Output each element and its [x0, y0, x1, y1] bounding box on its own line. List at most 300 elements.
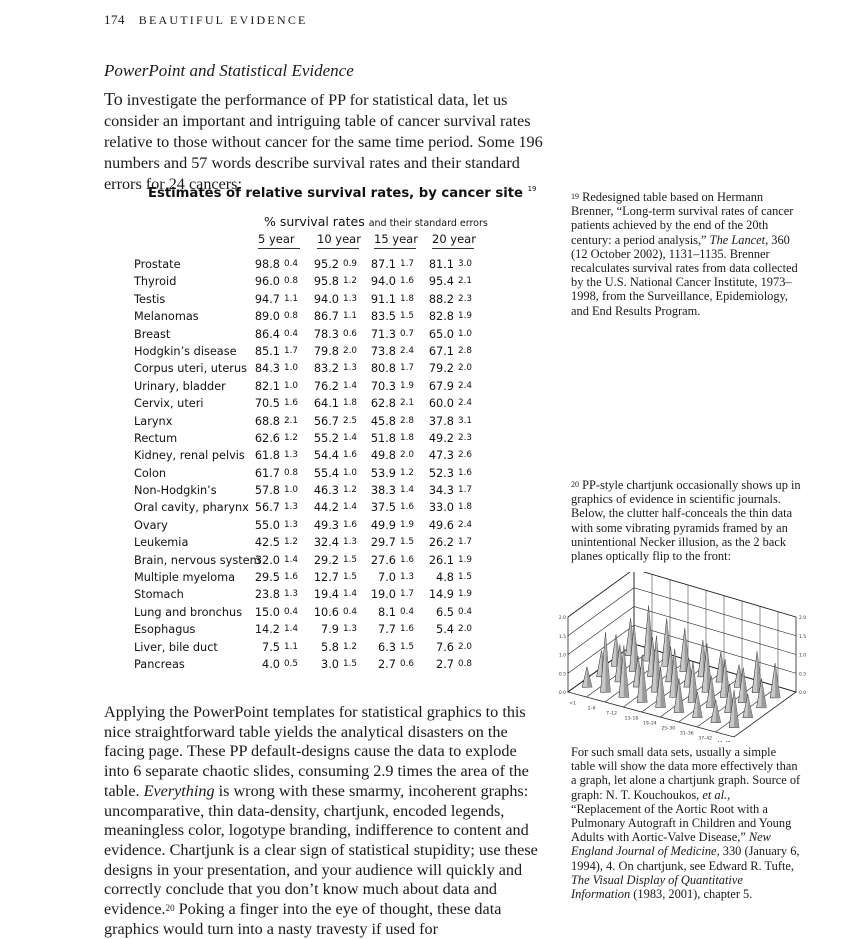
- survival-rate: 12.7: [313, 571, 339, 585]
- standard-error: 1.6: [284, 572, 298, 583]
- cancer-site: Oral cavity, pharynx: [134, 501, 249, 515]
- standard-error: 1.6: [343, 519, 357, 530]
- survival-rate: 62.8: [370, 397, 396, 411]
- standard-error: 2.4: [458, 519, 472, 530]
- cancer-site: Non-Hodgkin’s: [134, 484, 217, 498]
- survival-rate: 82.8: [428, 310, 454, 324]
- back-gridline: [634, 588, 796, 636]
- standard-error: 2.5: [343, 415, 357, 426]
- table-row: [134, 501, 494, 518]
- standard-error: 2.0: [458, 641, 472, 652]
- survival-rate: 62.6: [254, 431, 280, 445]
- survival-rate: 91.1: [370, 292, 396, 306]
- running-title: BEAUTIFUL EVIDENCE: [138, 13, 308, 27]
- table-row: [134, 571, 494, 588]
- survival-rate: 8.1: [378, 605, 396, 619]
- survival-rate: 98.8: [254, 258, 280, 271]
- survival-rate: 5.4: [436, 623, 454, 637]
- table-row: [134, 484, 494, 501]
- y-tick-label-left: 1.0: [558, 653, 566, 659]
- standard-error: 2.0: [343, 345, 357, 356]
- survival-rate: 49.8: [370, 449, 396, 463]
- cancer-site: Testis: [134, 292, 166, 306]
- page-number: 174: [104, 12, 125, 27]
- standard-error: 1.7: [400, 589, 414, 600]
- standard-error: 1.2: [284, 432, 298, 443]
- survival-rate: 88.2: [428, 292, 454, 306]
- standard-error: 3.0: [458, 259, 472, 269]
- cancer-site: Esophagus: [134, 623, 196, 637]
- standard-error: 1.1: [284, 293, 298, 304]
- standard-error: 1.0: [458, 328, 472, 339]
- intro-lead: To: [104, 89, 123, 109]
- table-row: [134, 328, 494, 345]
- survival-rate: 34.3: [428, 484, 454, 498]
- pyramid-shade: [587, 667, 592, 688]
- survival-rate: 6.5: [436, 605, 454, 619]
- cancer-site: Leukemia: [134, 536, 189, 550]
- survival-rate: 94.0: [313, 292, 339, 306]
- standard-error: 1.7: [458, 485, 472, 496]
- standard-error: 1.3: [284, 450, 298, 461]
- survival-rate: 27.6: [370, 553, 396, 567]
- survival-rate: 5.8: [321, 640, 339, 654]
- survival-rate: 67.9: [428, 379, 454, 393]
- standard-error: 1.9: [400, 380, 414, 391]
- standard-error: 1.1: [343, 311, 357, 322]
- standard-error: 1.8: [343, 398, 357, 409]
- standard-error: 1.0: [284, 363, 298, 374]
- table-row: [134, 432, 494, 449]
- survival-rate: 45.8: [370, 414, 396, 428]
- standard-error: 1.8: [458, 502, 472, 513]
- note-number: 20: [571, 480, 579, 489]
- note-text: , 360 (12 October 2002), 1131–1135. Brenner recalculates survival rates from data collected by the U.S. National Cancer Institute, 1973–1998, from the Surveillance, Epidemiology, and End Results Program.: [571, 232, 798, 318]
- body-text-2: is wrong with these smarmy, incoherent graphs: uncomparative, thin data-density, chartjunk, encoded legends, meaningless color, logotype branding, indifference to content and evidence. Chartjunk is a clear sign of statistical stupidity; use these designs in your presentation, and your audience will quickly and correctly conclude that you don’t know much about data and evidence.: [104, 781, 538, 919]
- table-row: [134, 641, 494, 658]
- table-subhead: [264, 214, 488, 229]
- survival-rate: 89.0: [254, 310, 280, 324]
- standard-error: 1.4: [343, 589, 357, 600]
- table-row: [134, 258, 494, 275]
- y-tick-label-right: 1.0: [799, 653, 807, 659]
- cancer-site: Rectum: [134, 431, 178, 445]
- standard-error: 3.1: [458, 415, 472, 426]
- chart-svg: [556, 572, 811, 742]
- survival-rate: 37.8: [428, 414, 454, 428]
- survival-rate: 95.2: [313, 258, 339, 271]
- standard-error: 1.7: [400, 259, 414, 269]
- table-row: [134, 658, 494, 675]
- standard-error: 1.6: [400, 502, 414, 513]
- note-text: , “Replacement of the Aortic Root with a Pulmonary Autograft in Children and Young Adults with Aortic-Valve Disease,”: [571, 787, 792, 845]
- column-header: 5 year: [258, 232, 300, 249]
- standard-error: 0.5: [284, 658, 298, 669]
- survival-rate: 96.0: [254, 275, 280, 289]
- standard-error: 0.4: [400, 606, 414, 617]
- x-category-label: <1: [569, 701, 576, 707]
- body-paragraph: [104, 703, 544, 939]
- survival-rate: 38.3: [370, 484, 396, 498]
- cancer-site: Colon: [134, 466, 167, 480]
- standard-error: 2.1: [284, 415, 298, 426]
- x-category-label: 13–18: [624, 716, 639, 722]
- standard-error: 0.8: [284, 276, 298, 287]
- cancer-site: Lung and bronchus: [134, 605, 243, 619]
- standard-error: 0.6: [343, 328, 357, 339]
- standard-error: 1.7: [458, 537, 472, 548]
- survival-rate: 32.4: [313, 536, 339, 550]
- standard-error: 1.4: [343, 502, 357, 513]
- standard-error: 1.4: [343, 432, 357, 443]
- table-row: [134, 519, 494, 536]
- survival-rate: 37.5: [370, 501, 396, 515]
- survival-rate: 79.2: [428, 362, 454, 376]
- survival-rate: 94.0: [370, 275, 396, 289]
- y-tick-label-right: 2.0: [799, 616, 807, 621]
- standard-error: 0.6: [400, 658, 414, 669]
- standard-error: 1.6: [400, 624, 414, 635]
- standard-error: 1.6: [458, 467, 472, 478]
- standard-error: 2.4: [458, 380, 472, 391]
- survival-rate: 47.3: [428, 449, 454, 463]
- table-row: [134, 397, 494, 414]
- survival-rate: 19.4: [313, 588, 339, 602]
- survival-rate: 95.4: [428, 275, 454, 289]
- cancer-site: Ovary: [134, 518, 168, 532]
- y-tick-label-left: 1.5: [558, 634, 566, 640]
- standard-error: 1.0: [284, 380, 298, 391]
- subhead-small: and their standard errors: [368, 218, 488, 229]
- standard-error: 1.2: [400, 467, 414, 478]
- survival-rate: 33.0: [428, 501, 454, 515]
- standard-error: 2.6: [458, 450, 472, 461]
- standard-error: 0.4: [284, 259, 298, 269]
- survival-rate: 53.9: [370, 466, 396, 480]
- survival-rate: 64.1: [313, 397, 339, 411]
- standard-error: 1.5: [400, 311, 414, 322]
- survival-rate: 46.3: [313, 484, 339, 498]
- survival-rate: 76.2: [313, 379, 339, 393]
- survival-rate: 56.7: [313, 414, 339, 428]
- standard-error: 1.3: [284, 589, 298, 600]
- standard-error: 0.9: [343, 259, 357, 269]
- note-text: PP-style chartjunk occasionally shows up in graphics of evidence in scientific journals. Below, the clutter half-conceals the thin data with some vibrating pyramids framed by an unintentional Necker illusion, as the 2 back planes optically flip to the front:: [571, 478, 801, 564]
- x-category-label: [717, 741, 731, 743]
- note-book-title: The Visual Display of Quantitative Information: [571, 872, 743, 902]
- survival-rate: 29.5: [254, 571, 280, 585]
- survival-rate: 85.1: [254, 344, 280, 358]
- survival-rate: 68.8: [254, 414, 280, 428]
- standard-error: 1.5: [343, 554, 357, 565]
- standard-error: 1.0: [343, 467, 357, 478]
- survival-rate: 70.3: [370, 379, 396, 393]
- standard-error: 1.5: [400, 641, 414, 652]
- table-row: [134, 293, 494, 310]
- survival-rate: 26.1: [428, 553, 454, 567]
- survival-rate: 81.1: [428, 258, 454, 271]
- survival-rate: 26.2: [428, 536, 454, 550]
- standard-error: 1.6: [400, 276, 414, 287]
- standard-error: 1.7: [400, 363, 414, 374]
- y-tick-label-left: 0.0: [558, 691, 566, 696]
- note-text: For such small data sets, usually a simple table will show the data more effectively than a graph, let alone a chartjunk graph. Source of graph: N. T. Kouchoukos,: [571, 745, 801, 802]
- standard-error: 1.9: [458, 589, 472, 600]
- standard-error: 0.4: [343, 606, 357, 617]
- footnote-ref-20: 20: [165, 903, 175, 914]
- table-row: [134, 362, 494, 379]
- table-row: [134, 588, 494, 605]
- standard-error: 1.3: [400, 572, 414, 583]
- survival-rate: 49.9: [370, 518, 396, 532]
- body-text-1: Applying the PowerPoint templates for statistical graphics to this nice straightforward table yields the analytical disasters on the facing page. These PP default-designs cause the data to explode into 6 separate chaotic slides, consuming 2.9 times the area of the table.: [104, 703, 529, 800]
- table-row: [134, 467, 494, 484]
- note-journal: New England Journal of Medicine: [571, 830, 771, 859]
- back-gridline: [634, 607, 796, 655]
- table-row: [134, 554, 494, 571]
- standard-error: 1.1: [284, 641, 298, 652]
- note-journal: The Lancet: [709, 232, 766, 247]
- standard-error: 1.2: [343, 641, 357, 652]
- survival-rate: 7.6: [436, 640, 454, 654]
- cancer-site: Hodgkin’s disease: [134, 344, 237, 358]
- y-tick-label-right: 0.5: [799, 672, 807, 678]
- note-text: Redesigned table based on Hermann Brenner, “Long-term survival rates of cancer patients achieved by the end of the 20th century: a period analysis,”: [571, 190, 794, 247]
- intro-text: investigate the performance of PP for statistical data, let us consider an important and intriguing table of cancer survival rates relative to those without cancer for the same time period. Some 196 numbers and 57 words describe survival rates and their standard errors for 24 cancers:: [104, 91, 543, 193]
- survival-rate: 95.8: [313, 275, 339, 289]
- survival-rate: 86.4: [254, 327, 280, 341]
- table-title-text: Estimates of relative survival rates, by cancer site: [148, 186, 523, 201]
- standard-error: 0.4: [458, 606, 472, 617]
- standard-error: 1.5: [343, 572, 357, 583]
- standard-error: 2.4: [458, 398, 472, 409]
- survival-rate: 4.8: [436, 571, 454, 585]
- standard-error: 1.3: [284, 502, 298, 513]
- survival-rate: 19.0: [370, 588, 396, 602]
- cancer-site: Cervix, uteri: [134, 397, 204, 411]
- standard-error: 1.4: [400, 485, 414, 496]
- survival-rate: 4.0: [262, 657, 280, 671]
- standard-error: 0.4: [284, 606, 298, 617]
- table-row: [134, 623, 494, 640]
- column-header: 15 year: [374, 232, 416, 249]
- cancer-site: Prostate: [134, 258, 181, 271]
- survival-rate: 83.5: [370, 310, 396, 324]
- standard-error: 2.0: [458, 624, 472, 635]
- survival-rate: 94.7: [254, 292, 280, 306]
- cancer-site: Melanomas: [134, 310, 199, 324]
- standard-error: 1.3: [284, 519, 298, 530]
- standard-error: 1.5: [343, 658, 357, 669]
- table-row: [134, 415, 494, 432]
- cancer-site: Urinary, bladder: [134, 379, 226, 393]
- table-row: [134, 606, 494, 623]
- standard-error: 2.8: [400, 415, 414, 426]
- x-category-label: 19–24: [643, 721, 657, 727]
- survival-rate: 44.2: [313, 501, 339, 515]
- standard-error: 0.7: [400, 328, 414, 339]
- survival-rate: 55.2: [313, 431, 339, 445]
- survival-rate: 52.3: [428, 466, 454, 480]
- standard-error: 2.3: [458, 293, 472, 304]
- standard-error: 1.5: [400, 537, 414, 548]
- survival-rate: 70.5: [254, 397, 280, 411]
- survival-rate: 54.4: [313, 449, 339, 463]
- note-text: (1983, 2001), chapter 5.: [630, 887, 753, 902]
- survival-rate: 82.1: [254, 379, 280, 393]
- standard-error: 1.6: [284, 398, 298, 409]
- survival-rate: 79.8: [313, 344, 339, 358]
- standard-error: 1.4: [343, 380, 357, 391]
- x-category-label: 7–12: [606, 711, 617, 717]
- survival-rate: 87.1: [370, 258, 396, 271]
- standard-error: 0.8: [284, 467, 298, 478]
- standard-error: 1.4: [284, 624, 298, 635]
- survival-rate: 29.7: [370, 536, 396, 550]
- standard-error: 1.2: [343, 485, 357, 496]
- standard-error: 0.8: [284, 311, 298, 322]
- survival-rate: 14.9: [428, 588, 454, 602]
- standard-error: 1.7: [284, 345, 298, 356]
- survival-rate: 49.3: [313, 518, 339, 532]
- table-row: [134, 345, 494, 362]
- sidenote-after-chart: [571, 745, 801, 901]
- y-tick-label-left: 0.5: [558, 672, 566, 678]
- pyramid-shade: [748, 694, 753, 717]
- survival-rate: 67.1: [428, 344, 454, 358]
- survival-rate: 84.3: [254, 362, 280, 376]
- standard-error: 1.6: [400, 554, 414, 565]
- standard-error: 1.3: [343, 293, 357, 304]
- survival-rate: 2.7: [436, 657, 454, 671]
- table-row: [134, 536, 494, 553]
- pyramid-shade: [661, 667, 666, 708]
- column-header: 20 year: [432, 232, 474, 249]
- cancer-site: Corpus uteri, uterus: [134, 362, 247, 376]
- y-tick-label-left: 2.0: [558, 616, 566, 621]
- standard-error: 0.4: [284, 328, 298, 339]
- survival-rate: 3.0: [321, 657, 339, 671]
- survival-rate: 65.0: [428, 327, 454, 341]
- cancer-site: Thyroid: [134, 275, 177, 289]
- survival-rate: 73.8: [370, 344, 396, 358]
- body-text-3: Poking a finger into the eye of thought, these data graphics would turn into a nasty travesty if used for: [104, 900, 502, 938]
- note-italic: et al.: [702, 787, 728, 802]
- cancer-site: Stomach: [134, 588, 184, 602]
- survival-rate: 71.3: [370, 327, 396, 341]
- standard-error: 2.1: [400, 398, 414, 409]
- column-header: 10 year: [317, 232, 359, 249]
- standard-error: 2.0: [458, 363, 472, 374]
- survival-rate: 55.4: [313, 466, 339, 480]
- cancer-site: Kidney, renal pelvis: [134, 449, 245, 463]
- y-tick-label-right: 0.0: [799, 691, 807, 696]
- survival-rate: 61.8: [254, 449, 280, 463]
- left-gridline: [568, 588, 634, 636]
- sidenote-19: [571, 190, 801, 318]
- cancer-site: Larynx: [134, 414, 173, 428]
- survival-rate: 57.8: [254, 484, 280, 498]
- table-row: [134, 275, 494, 292]
- standard-error: 1.9: [458, 311, 472, 322]
- survival-rate: 61.7: [254, 466, 280, 480]
- survival-rate: 55.0: [254, 518, 280, 532]
- survival-rate: 60.0: [428, 397, 454, 411]
- standard-error: 2.3: [458, 432, 472, 443]
- survival-rate: 7.0: [378, 571, 396, 585]
- x-category-label: 25–30: [661, 726, 676, 732]
- standard-error: 1.8: [400, 432, 414, 443]
- x-category-label: 1–6: [587, 706, 596, 712]
- standard-error: 1.0: [284, 485, 298, 496]
- standard-error: 1.6: [343, 450, 357, 461]
- cancer-site: Breast: [134, 327, 171, 341]
- survival-rate: 78.3: [313, 327, 339, 341]
- table-row: [134, 380, 494, 397]
- table-row: [134, 310, 494, 327]
- cancer-site: Multiple myeloma: [134, 571, 236, 585]
- standard-error: 1.2: [343, 276, 357, 287]
- sidenote-20: [571, 478, 801, 563]
- standard-error: 1.3: [343, 624, 357, 635]
- survival-rate: 7.9: [321, 623, 339, 637]
- body-emphasis: Everything: [143, 781, 215, 800]
- x-category-label: 37–42: [698, 736, 713, 742]
- cancer-site: Pancreas: [134, 657, 185, 671]
- table-body: [134, 258, 494, 675]
- survival-rate: 15.0: [254, 605, 280, 619]
- standard-error: 1.9: [458, 554, 472, 565]
- x-category-label: 31–36: [679, 731, 694, 737]
- standard-error: 0.8: [458, 658, 472, 669]
- y-tick-label-right: 1.5: [799, 634, 807, 640]
- survival-rate: 49.2: [428, 431, 454, 445]
- standard-error: 1.8: [400, 293, 414, 304]
- standard-error: 1.4: [284, 554, 298, 565]
- survival-rate: 14.2: [254, 623, 280, 637]
- survival-rate: 29.2: [313, 553, 339, 567]
- survival-rate: 83.2: [313, 362, 339, 376]
- note-number: 19: [571, 192, 579, 201]
- survival-rate: 49.6: [428, 518, 454, 532]
- survival-rate: 56.7: [254, 501, 280, 515]
- running-head: [104, 12, 308, 28]
- survival-rate: 2.7: [378, 657, 396, 671]
- cancer-site: Brain, nervous system: [134, 553, 261, 567]
- back-gridline: [634, 572, 796, 617]
- standard-error: 1.5: [458, 572, 472, 583]
- survival-rate: 7.7: [378, 623, 396, 637]
- survival-rate: 10.6: [313, 605, 339, 619]
- standard-error: 2.4: [400, 345, 414, 356]
- column-headers: [134, 232, 494, 250]
- cancer-site: Liver, bile duct: [134, 640, 218, 654]
- survival-rate: 80.8: [370, 362, 396, 376]
- standard-error: 1.3: [343, 537, 357, 548]
- standard-error: 2.8: [458, 345, 472, 356]
- survival-rate: 51.8: [370, 431, 396, 445]
- pyramid-shade: [734, 690, 739, 728]
- intro-paragraph: [104, 89, 544, 195]
- chartjunk-pyramid-chart: [556, 572, 811, 742]
- subhead-main: % survival rates: [264, 214, 365, 229]
- survival-rate: 7.5: [262, 640, 280, 654]
- table-footnote-ref: 19: [527, 185, 537, 193]
- survival-rate: 23.8: [254, 588, 280, 602]
- standard-error: 1.3: [343, 363, 357, 374]
- section-title: PowerPoint and Statistical Evidence: [104, 61, 354, 80]
- standard-error: 1.2: [284, 537, 298, 548]
